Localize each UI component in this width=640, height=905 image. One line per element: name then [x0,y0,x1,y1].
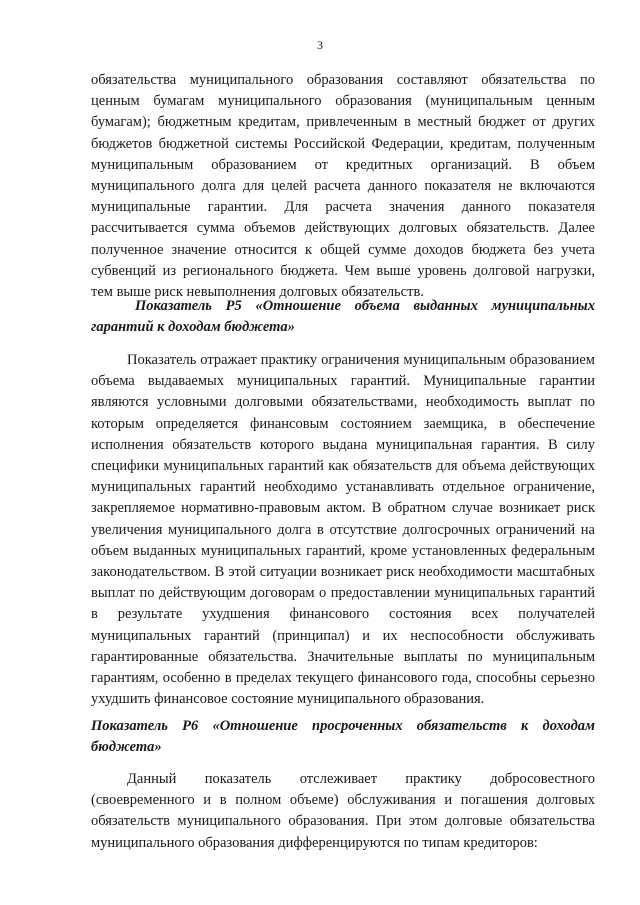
page-number: 3 [317,38,323,52]
heading-indicator-p5 [91,296,595,338]
paragraph-debt-load [91,70,595,303]
paragraph-text: Показатель отражает практику ограничения муниципальным образованием объема выдаваемых муниципальных гарантий. Муниципальные гарантии являются условными долговыми обязательствами, необходимость выплат по которым определяется финансовым состоянием заемщика, в обеспечение исполнения обязательств которого выдана муниципальная гарантия. В силу специфики муниципальных гарантий как обязательств для объема действующих муниципальных гарантий необходимо устанавливать отдельное ограничение, закрепляемое нормативно-правовым актом. В обратном случае возникает риск увеличения муниципального долга в отсутствие долгосрочных ограничений на объем выданных муниципальных гарантий, кроме установленных федеральным законодательством. В этой ситуации возникает риск необходимости масштабных выплат по действующим договорам о предоставлении муниципальных гарантий в результате ухудшения финансового состояния всех получателей муниципальных гарантий (принципал) и их неспособности обслуживать гарантированные обязательства. Значительные выплаты по муниципальным гарантиям, особенно в пределах текущего финансового года, способны серьезно ухудшить финансовое состояние муниципального образования. [91,352,595,708]
paragraph-text: Данный показатель отслеживает практику добросовестного (своевременного и в полном объеме) обслуживания и погашения долговых обязательств муниципального образования. При этом долговые обязательства муниципального образования дифференцируются по типам кредиторов: [91,771,595,851]
paragraph-guarantees [91,350,595,710]
heading-indicator-p6 [91,716,595,758]
section-heading: Показатель Р5 «Отношение объема выданных муниципальных гарантий к доходам бюджета» [91,298,595,336]
paragraph-overdue [91,769,595,854]
section-heading: Показатель Р6 «Отношение просроченных обязательств к доходам бюджета» [91,718,595,756]
paragraph-text: обязательства муниципального образования составляют обязательства по ценным бумагам муниципального образования (муниципальным ценным бумагам); бюджетным кредитам, привлеченным в местный бюджет от других бюджетов бюджетной системы Российской Федерации, кредитам, полученным муниципальным образованием от кредитных организаций. В объем муниципального долга для целей расчета данного показателя не включаются муниципальные гарантии. Для расчета значения данного показателя рассчитывается сумма объемов действующих долговых обязательств. Далее полученное значение относится к общей сумме доходов бюджета без учета субвенций из регионального бюджета. Чем выше уровень долговой нагрузки, тем выше риск невыполнения долговых обязательств. [91,72,595,301]
